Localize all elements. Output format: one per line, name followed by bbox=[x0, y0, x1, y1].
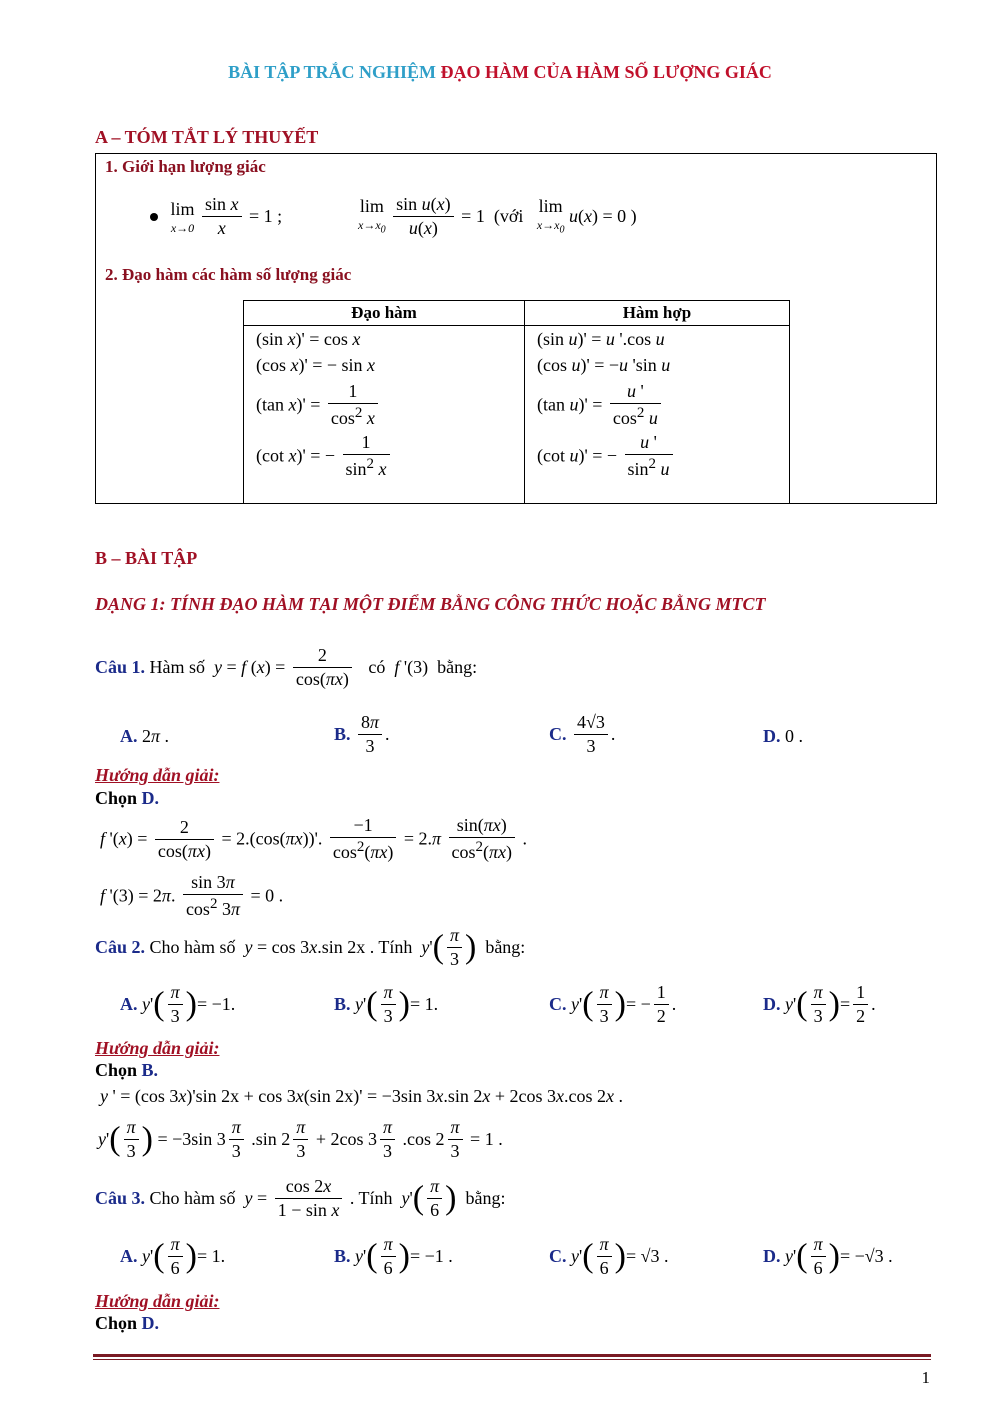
derivatives-heading: 2. Đạo hàm các hàm số lượng giác bbox=[105, 265, 352, 284]
q3-option-d[interactable]: D. y'( $\frac{\pi}{6}$ )= −√3 . bbox=[763, 1234, 893, 1278]
page-number: 1 bbox=[921, 1368, 930, 1387]
q1-option-c[interactable]: C. $\frac{4√3}{3}$ . bbox=[549, 712, 616, 756]
question-2: Câu 2. Cho hàm số y = cos 3x.sin 2x . Tính y'( $\frac{\pi}{3}$ ) bằng: bbox=[95, 925, 526, 969]
q2-solution-line-1: y ' = (cos 3x)'sin 2x + cos 3x(sin 2x)' = −3sin 3x.sin 2x + 2cos 3x.cos 2x . bbox=[100, 1086, 623, 1106]
formula-tan-u: (tan u)' = $\frac{u '}{\cos^2 u}$ bbox=[537, 381, 664, 429]
q2-choose: Chọn B. bbox=[95, 1060, 159, 1080]
formula-cot-u: (cot u)' = − $\frac{u '}{\sin^2 u}$ bbox=[537, 432, 676, 480]
q3-option-b[interactable]: B. y'( $\frac{\pi}{6}$ )= −1 . bbox=[334, 1234, 453, 1278]
limit-formula-1: lim x→0 $\frac{\text{sin x}}{x}$ = 1 ; bbox=[150, 194, 282, 239]
q1-guide-heading: Hướng dẫn giải: bbox=[95, 765, 220, 785]
q3-option-a[interactable]: A. y'( $\frac{\pi}{6}$ )= 1. bbox=[120, 1234, 226, 1278]
q2-option-a[interactable]: A. y'( $\frac{\pi}{3}$ )= −1. bbox=[120, 982, 236, 1026]
q1-solution-line-2: f '(3) = 2π. $\frac{\sin 3\pi}{\cos^2 3\pi}$ = 0 . bbox=[100, 872, 284, 919]
formula-sin-u: (sin u)' = u '.cos u bbox=[537, 329, 665, 349]
question-3: Câu 3. Cho hàm số y = $\frac{\cos 2x}{\text{1 − sin x}}$ . Tính y'( $\frac{\pi}{6}$ ) bằng: bbox=[95, 1176, 506, 1220]
dang-1-heading: DẠNG 1: TÍNH ĐẠO HÀM TẠI MỘT ĐIỂM BẰNG CÔNG THỨC HOẶC BẰNG MTCT bbox=[95, 594, 766, 614]
footer-divider-thin bbox=[93, 1359, 931, 1360]
limit-formula-2: lim $x\to x_0$ $\frac{\text{sin u(x)}}{u(x)}$ = 1 (với lim $x\to x_0$ u(x) = 0 ) bbox=[358, 194, 637, 238]
formula-cos-u: (cos u)' = −u 'sin u bbox=[537, 355, 671, 375]
q3-choose: Chọn D. bbox=[95, 1313, 160, 1333]
q2-solution-line-2: y'( $\frac{\pi}{3}$ ) = −3sin 3 $\frac{\pi}{3}$ .sin 2 $\frac{\pi}{3}$ + 2cos 3 $\frac{\pi}{3}$ .cos 2 $\frac{\pi}{3}$ = 1 . bbox=[98, 1117, 503, 1161]
section-b-heading: B – BÀI TẬP bbox=[95, 548, 198, 568]
derivative-table bbox=[243, 300, 790, 504]
question-1: Câu 1. Hàm số y = f (x) = $\frac{2}{\cos(\pi x)}$ có f '(3) bằng: bbox=[95, 645, 478, 689]
limits-heading: 1. Giới hạn lượng giác bbox=[105, 157, 266, 176]
formula-tan: (tan x)' = $\frac{1}{\cos^2 x}$ bbox=[256, 381, 381, 429]
q2-option-c[interactable]: C. y'( $\frac{\pi}{3}$ )= − $\frac{1}{2}$ . bbox=[549, 982, 677, 1026]
q1-option-b[interactable]: B. $\frac{8\pi}{3}$ . bbox=[334, 712, 390, 756]
q1-option-d[interactable]: D. 0 . bbox=[763, 726, 803, 746]
q3-guide-heading: Hướng dẫn giải: bbox=[95, 1291, 220, 1311]
footer-divider bbox=[93, 1354, 931, 1357]
formula-cos: (cos x)' = − sin x bbox=[256, 355, 376, 375]
q1-choose: Chọn D. bbox=[95, 788, 160, 808]
q3-option-c[interactable]: C. y'( $\frac{\pi}{6}$ )= √3 . bbox=[549, 1234, 669, 1278]
formula-cot: (cot x)' = − $\frac{1}{\sin^2 x}$ bbox=[256, 432, 393, 480]
q1-solution-line-1: f '(x) = $\frac{2}{\cos(\pi x)}$ = 2.(cos(πx))'. $\frac{-1}{\cos^2(\pi x)}$ = 2.π $\frac{\sin(\pi x)}{\cos^2(\pi x)}$ . bbox=[100, 815, 528, 862]
q2-option-d[interactable]: D. y'( $\frac{\pi}{3}$ )= $\frac{1}{2}$ . bbox=[763, 982, 876, 1026]
section-a-heading: A – TÓM TẮT LÝ THUYẾT bbox=[95, 127, 319, 147]
bullet-icon bbox=[150, 213, 158, 221]
formula-sin: (sin x)' = cos x bbox=[256, 329, 361, 349]
page-title: BÀI TẬP TRẮC NGHIỆM ĐẠO HÀM CỦA HÀM SỐ LƯỢNG GIÁC bbox=[228, 62, 772, 82]
table-header-derivative: Đạo hàm bbox=[351, 303, 417, 322]
q2-option-b[interactable]: B. y'( $\frac{\pi}{3}$ )= 1. bbox=[334, 982, 439, 1026]
q1-option-a[interactable]: A. 2π . bbox=[120, 726, 170, 746]
table-header-composite: Hàm hợp bbox=[622, 303, 692, 322]
q2-guide-heading: Hướng dẫn giải: bbox=[95, 1038, 220, 1058]
